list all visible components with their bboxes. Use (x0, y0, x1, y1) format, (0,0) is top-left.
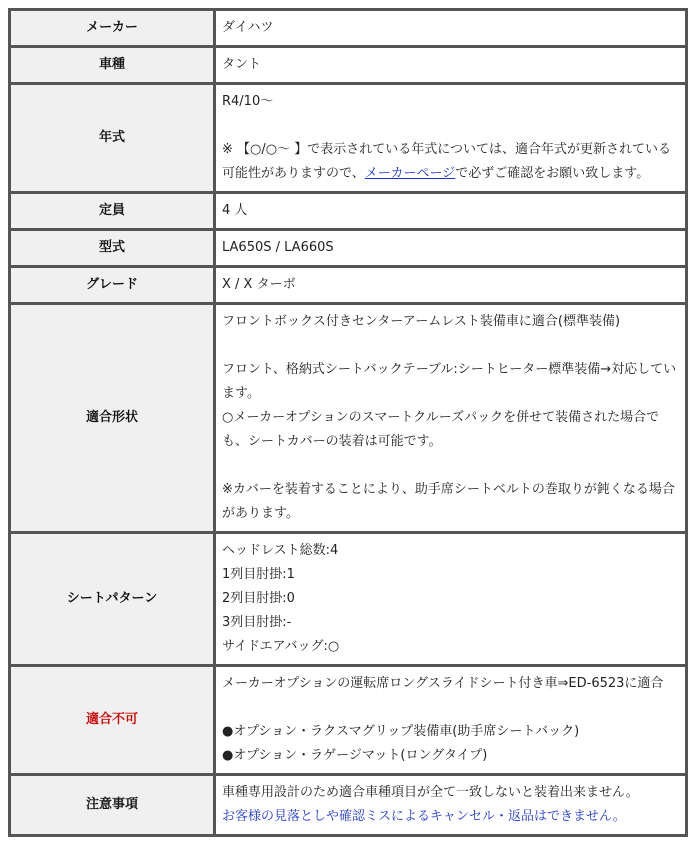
row-value-incompatible (216, 667, 685, 773)
row-label-type: 型式 (11, 231, 213, 265)
row-label-seat-pattern: シートパターン (11, 534, 213, 664)
table-row (11, 85, 685, 191)
table-row (11, 776, 685, 834)
table-row (11, 268, 685, 302)
incompatible-bullet: ●オプション・ラクスマグリップ装備車(助手席シートバック) (222, 724, 580, 739)
fit-shape-text: フロントボックス付きセンターアームレスト装備車に適合(標準装備) (222, 314, 621, 329)
year-range: R4/10～ (222, 94, 274, 109)
row-value-year (216, 85, 685, 191)
notes-line: 車種専用設計のため適合車種項目が全て一致しないと装着出来ません。 (222, 785, 639, 800)
row-value-fit-shape (216, 305, 685, 531)
row-value-maker: ダイハツ (216, 11, 685, 45)
table-row (11, 48, 685, 82)
table-row (11, 667, 685, 773)
row-label-grade: グレード (11, 268, 213, 302)
year-note-text-end: で必ずご確認をお願い致します。 (455, 166, 650, 181)
maker-page-link[interactable]: メーカーページ (364, 166, 456, 181)
row-value-grade: X / X ターボ (216, 268, 685, 302)
seat-pattern-line: 1列目肘掛:1 (222, 567, 295, 582)
row-value-type: LA650S / LA660S (216, 231, 685, 265)
fit-shape-text: ※カバーを装着することにより、助手席シートベルトの巻取りが鈍くなる場合があります。 (222, 482, 675, 521)
row-label-model: 車種 (11, 48, 213, 82)
row-value-seat-pattern (216, 534, 685, 664)
row-value-model: タント (216, 48, 685, 82)
notes-warning-line: お客様の見落としや確認ミスによるキャンセル・返品はできません。 (222, 809, 626, 824)
row-value-notes (216, 776, 685, 834)
row-label-maker: メーカー (11, 11, 213, 45)
row-label-fit-shape: 適合形状 (11, 305, 213, 531)
row-label-capacity: 定員 (11, 194, 213, 228)
table-row (11, 11, 685, 45)
table-row (11, 194, 685, 228)
table-row (11, 231, 685, 265)
fit-shape-text: ○メーカーオプションのスマートクルーズパックを併せて装備された場合でも、シートカバーの装着は可能です。 (222, 410, 660, 449)
table-row (11, 305, 685, 531)
row-label-incompatible: 適合不可 (11, 667, 213, 773)
incompatible-text: メーカーオプションの運転席ロングスライドシート付き車⇒ED-6523に適合 (222, 676, 664, 691)
row-value-capacity: 4 人 (216, 194, 685, 228)
year-note (222, 138, 679, 186)
seat-pattern-line: 3列目肘掛:- (222, 615, 292, 630)
row-label-notes: 注意事項 (11, 776, 213, 834)
seat-pattern-line: サイドエアバッグ:○ (222, 639, 340, 654)
table-row (11, 534, 685, 664)
seat-pattern-line: 2列目肘掛:0 (222, 591, 295, 606)
fit-shape-text: フロント、格納式シートバックテーブル:シートヒーター標準装備→対応しています。 (222, 362, 677, 401)
spec-table (8, 8, 688, 837)
incompatible-bullet: ●オプション・ラゲージマット(ロングタイプ) (222, 748, 488, 763)
row-label-year: 年式 (11, 85, 213, 191)
seat-pattern-line: ヘッドレスト総数:4 (222, 543, 339, 558)
year-note-text: ※ 【○/○～ 】で表示されている年式については、適合年式が更新されている可能性がありますので、 (222, 142, 671, 181)
